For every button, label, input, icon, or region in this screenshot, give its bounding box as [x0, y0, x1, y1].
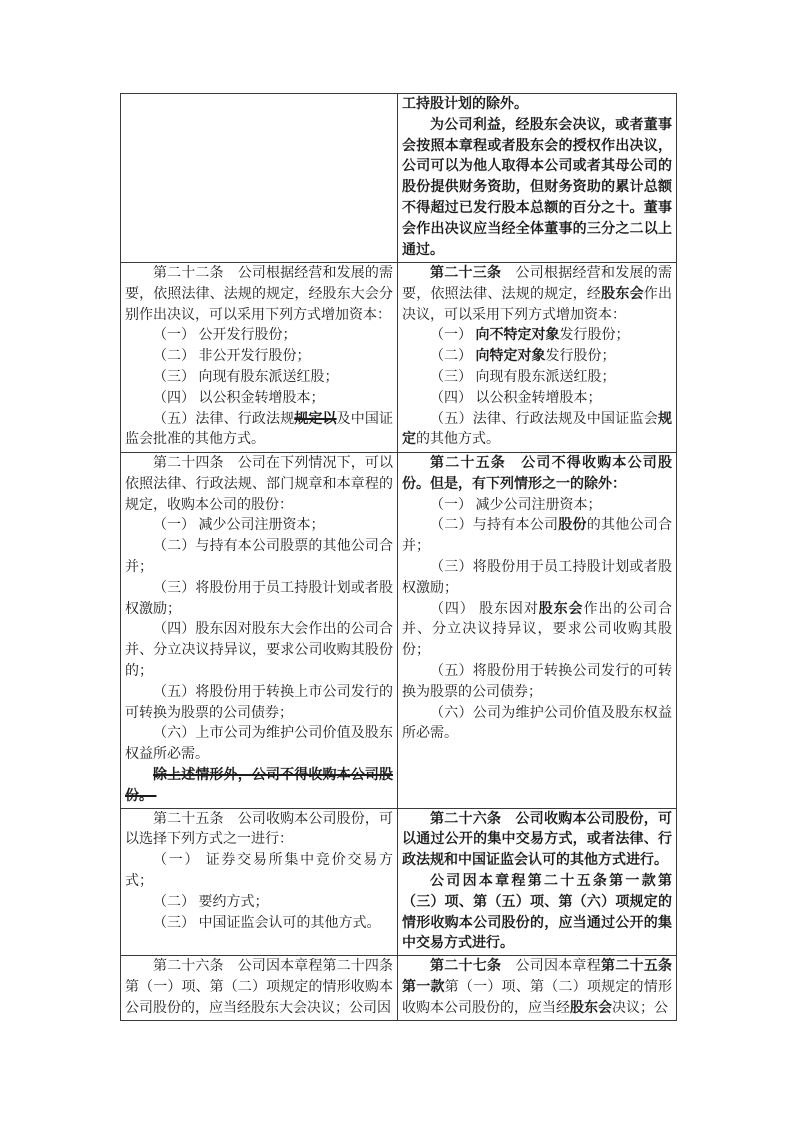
revised-text-run: 股东会 — [570, 1000, 612, 1016]
paragraph — [125, 724, 393, 766]
revised-text-cell — [398, 263, 677, 453]
paragraph — [125, 326, 393, 347]
revised-text-run: 规定 — [402, 411, 672, 448]
text-run: （五）法律、行政法规 — [153, 411, 295, 427]
paragraph — [125, 893, 393, 914]
original-text-cell — [121, 808, 398, 956]
text-run: （四） 以公积金转增股本； — [430, 390, 602, 406]
text-run: （一） — [430, 328, 476, 344]
original-text-cell — [121, 956, 398, 1020]
paragraph — [402, 264, 672, 326]
paragraph — [402, 116, 672, 262]
paragraph — [125, 957, 393, 1019]
paragraph — [402, 347, 672, 368]
text-run: 决议；公 — [612, 1000, 668, 1016]
paragraph — [402, 957, 672, 1019]
revised-text-run: 为公司利益，经股东会决议，或者董事会按照本章程或者股东会的授权作出决议，公司可以为他人取得本公司或者其母公司的股份提供财务资助，但财务资助的累计总额不得超过已发行股本总额的百分之十。董事会作出决议应当经全体董事的三分之二以上通过。 — [402, 117, 672, 258]
revised-text-run: 第二十三条 — [430, 266, 502, 281]
text-run: 第二十四条 公司在下列情况下，可以依照法律、行政法规、部门规章和本章程的规定，收购本公司的股份： — [125, 456, 393, 513]
table-row — [121, 956, 677, 1020]
text-run: 公司因本章程 — [501, 959, 601, 975]
paragraph — [125, 347, 393, 368]
paragraph — [125, 368, 393, 389]
text-run: 第二十二条 公司根据经营和发展的需要，依照法律、法规的规定，经股东大会分别作出决议，可以采用下列方式增加资本： — [125, 266, 393, 323]
text-run: （三） 向现有股东派送红股； — [153, 369, 339, 385]
table-row — [121, 453, 677, 809]
revised-text-run: 股份 — [558, 518, 587, 534]
text-run: 及中国证监会批准的其他方式。 — [125, 411, 393, 448]
revised-text-run: 第二十五条 公司不得收购本公司股份。但是，有下列情形之一的除外： — [402, 456, 672, 492]
paragraph — [125, 537, 393, 579]
paragraph — [402, 516, 672, 558]
original-text-cell — [121, 94, 398, 263]
table-row — [121, 808, 677, 956]
text-run: （二） 非公开发行股份； — [153, 349, 311, 365]
text-run: 的其他公司合并； — [402, 518, 672, 555]
revised-text-run: 股东会 — [601, 286, 644, 302]
text-run: （三）将股份用于员工持股计划或者股权激励； — [125, 580, 393, 617]
paragraph — [402, 326, 672, 347]
text-run: 第二十五条 公司收购本公司股份，可以选择下列方式之一进行： — [125, 811, 393, 848]
revised-text-cell — [398, 453, 677, 809]
paragraph — [125, 766, 393, 808]
paragraph — [125, 516, 393, 537]
revised-text-run: 向不特定对象 — [475, 328, 560, 344]
text-run: （四） 以公积金转增股本； — [153, 390, 325, 406]
paragraph — [125, 454, 393, 516]
text-run: （二） 要约方式； — [153, 894, 269, 910]
paragraph — [402, 368, 672, 389]
paragraph — [125, 264, 393, 326]
revised-text-run: 第二十六条 公司收购本公司股份，可以通过公开的集中交易方式，或者法律、行政法规和中国证监会认可的其他方式进行。 — [402, 811, 672, 869]
paragraph — [125, 683, 393, 725]
revised-text-run: 股东会 — [538, 601, 584, 617]
text-run: （二）与持有本公司股票的其他公司合并； — [125, 539, 393, 575]
paragraph — [125, 810, 393, 852]
revised-text-cell — [398, 808, 677, 956]
paragraph — [402, 662, 672, 704]
paragraph — [125, 620, 393, 682]
original-text-cell — [121, 263, 398, 453]
paragraph — [402, 389, 672, 410]
revised-text-run: 第二十七条 — [430, 959, 502, 975]
text-run: （五）将股份用于转换公司发行的可转换为股票的公司债券； — [402, 663, 672, 700]
text-run: （一） 公开发行股份； — [153, 328, 297, 344]
paragraph — [402, 810, 672, 872]
text-run: （一） 减少公司注册资本； — [430, 497, 602, 513]
paragraph — [402, 95, 672, 116]
revised-text-run: 工持股计划的除外。 — [402, 97, 528, 112]
table-row — [121, 94, 677, 263]
text-run: （一） 减少公司注册资本； — [153, 518, 325, 534]
text-run: 公司根据经营和发展的需要，依照法律、法规的规定，经 — [402, 266, 672, 302]
revised-text-run: 公司因本章程第二十五条第一款第（三）项、第（五）项、第（六）项规定的情形收购本公司股份的，应当通过公开的集中交易方式进行。 — [402, 873, 672, 952]
text-run: 第（一）项、第（二）项规定的情形收购本公司股份的，应当经 — [402, 979, 673, 1016]
table-row — [121, 263, 677, 453]
text-run: （二） — [430, 349, 476, 365]
deleted-text-run: 规定以 — [294, 411, 337, 427]
paragraph — [402, 872, 672, 955]
text-run: （六）公司为维护公司价值及股东权益所必需。 — [402, 705, 672, 742]
text-run: （五）将股份用于转换上市公司发行的可转换为股票的公司债券； — [125, 684, 393, 721]
paragraph — [402, 410, 672, 452]
text-run: （三） 中国证监会认可的其他方式。 — [153, 915, 381, 931]
paragraph — [402, 600, 672, 662]
comparison-table-body — [121, 94, 677, 1021]
text-run: （一） 证券交易所集中竞价交易方式； — [125, 853, 393, 889]
paragraph — [402, 704, 672, 746]
text-run: 的其他方式。 — [416, 432, 500, 448]
text-run: 发行股份； — [545, 349, 616, 365]
paragraph — [125, 410, 393, 452]
text-run: （四） 股东因对 — [430, 601, 539, 617]
text-run: 发行股份； — [559, 328, 630, 344]
text-run: （五）法律、行政法规及中国证监会 — [430, 411, 658, 427]
paragraph — [125, 851, 393, 893]
revised-text-run: 向特定对象 — [475, 349, 546, 365]
original-text-cell — [121, 453, 398, 809]
paragraph — [402, 454, 672, 496]
deleted-text-run: 除上述情形外，公司不得收购本公司股份。 — [125, 767, 393, 804]
text-run: （六）上市公司为维护公司价值及股东权益所必需。 — [125, 726, 393, 763]
text-run: （二）与持有本公司 — [430, 518, 559, 534]
paragraph — [125, 579, 393, 621]
article-comparison-table — [120, 93, 677, 1021]
paragraph — [125, 389, 393, 410]
text-run: （四）股东因对股东大会作出的公司合并、分立决议持异议，要求公司收购其股份的； — [125, 622, 393, 679]
text-run: 作出决议，可以采用下列方式增加资本： — [402, 286, 673, 323]
revised-text-cell — [398, 94, 677, 263]
revised-text-run: 第二十五条第一款 — [402, 959, 672, 995]
paragraph — [402, 496, 672, 517]
text-run: 第二十六条 公司因本章程第二十四条第（一）项、第（二）项规定的情形收购本公司股份的，应当经股东大会决议；公司因 — [125, 959, 393, 1016]
text-run: （三） 向现有股东派送红股； — [430, 369, 616, 385]
paragraph — [402, 558, 672, 600]
text-run: 作出的公司合并、分立决议持异议，要求公司收购其股份； — [402, 601, 672, 659]
revised-text-cell — [398, 956, 677, 1020]
paragraph — [125, 914, 393, 935]
text-run: （三）将股份用于员工持股计划或者股权激励； — [402, 559, 672, 596]
